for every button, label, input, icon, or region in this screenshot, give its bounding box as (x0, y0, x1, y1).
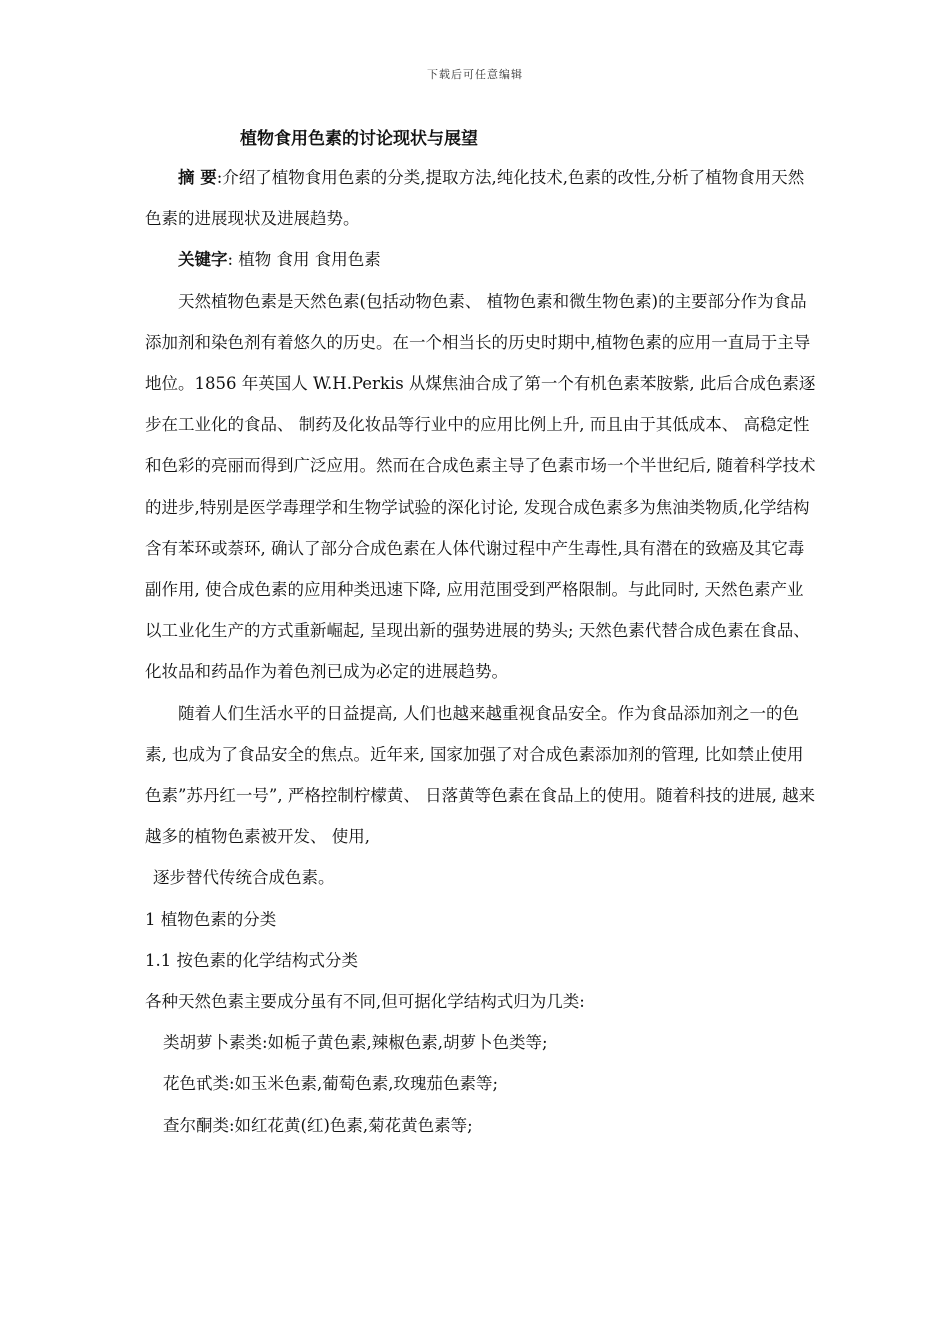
keywords-label: 关键字 (178, 250, 228, 270)
section-heading-1-1: 1.1 按色素的化学结构式分类 (145, 950, 358, 970)
document-body (145, 157, 817, 1146)
page-header: 下载后可任意编辑 (427, 68, 523, 81)
abstract (145, 157, 817, 239)
keywords (145, 239, 817, 280)
paragraph-2: 随着人们生活水平的日益提高, 人们也越来越重视食品安全。作为食品添加剂之一的色素, 也成为了食品安全的焦点。近年来, 国家加强了对合成色素添加剂的管理, 比如禁止使用色素”苏丹红一号”, 严格控制柠檬黄、 日落黄等色素在食品上的使用。随着科技的进展, 越来越多的植物色素被开发、 使用, (145, 703, 816, 847)
abstract-text: :介绍了植物食用色素的分类,提取方法,纯化技术,色素的改性,分析了植物食用天然色素的进展现状及进展趋势。 (145, 168, 805, 229)
abstract-label: 摘 要 (178, 168, 217, 187)
section-heading-1: 1 植物色素的分类 (145, 909, 277, 929)
keywords-text: : 植物 食用 食用色素 (227, 250, 381, 270)
paragraph-2-last-line: 逐步替代传统合成色素。 (153, 868, 335, 888)
list-item: 查尔酮类:如红花黄(红)色素,菊花黄色素等; (163, 1115, 473, 1135)
section-intro: 各种天然色素主要成分虽有不同,但可据化学结构式归为几类: (145, 992, 585, 1012)
paragraph-1: 天然植物色素是天然色素(包括动物色素、 植物色素和微生物色素)的主要部分作为食品添加剂和染色剂有着悠久的历史。在一个相当长的历史时期中,植物色素的应用一直局于主导地位。1856 年英国人 W.H.Perkis 从煤焦油合成了第一个有机色素苯胺紫, 此后合成色素逐步在工业化的食品、 制药及化妆品等行业中的应用比例上升, 而且由于其低成本、 高稳定性和色彩的亮丽而得到广泛应用。然而在合成色素主导了色素市场一个半世纪后, 随着科学技术的进步,特别是医学毒理学和生物学试验的深化讨论, 发现合成色素多为焦油类物质,化学结构含有苯环或萘环, 确认了部分合成色素在人体代谢过程中产生毒性,具有潜在的致癌及其它毒副作用, 使合成色素的应用种类迅速下降, 应用范围受到严格限制。与此同时, 天然色素产业以工业化生产的方式重新崛起, 呈现出新的强势进展的势头; 天然色素代替合成色素在食品、 化妆品和药品作为着色剂已成为必定的进展趋势。 (145, 291, 816, 682)
list-item: 类胡萝卜素类:如栀子黄色素,辣椒色素,胡萝卜色类等; (163, 1033, 548, 1053)
document-title: 植物食用色素的讨论现状与展望 (240, 129, 478, 149)
list-item: 花色甙类:如玉米色素,葡萄色素,玫瑰茄色素等; (163, 1074, 499, 1094)
